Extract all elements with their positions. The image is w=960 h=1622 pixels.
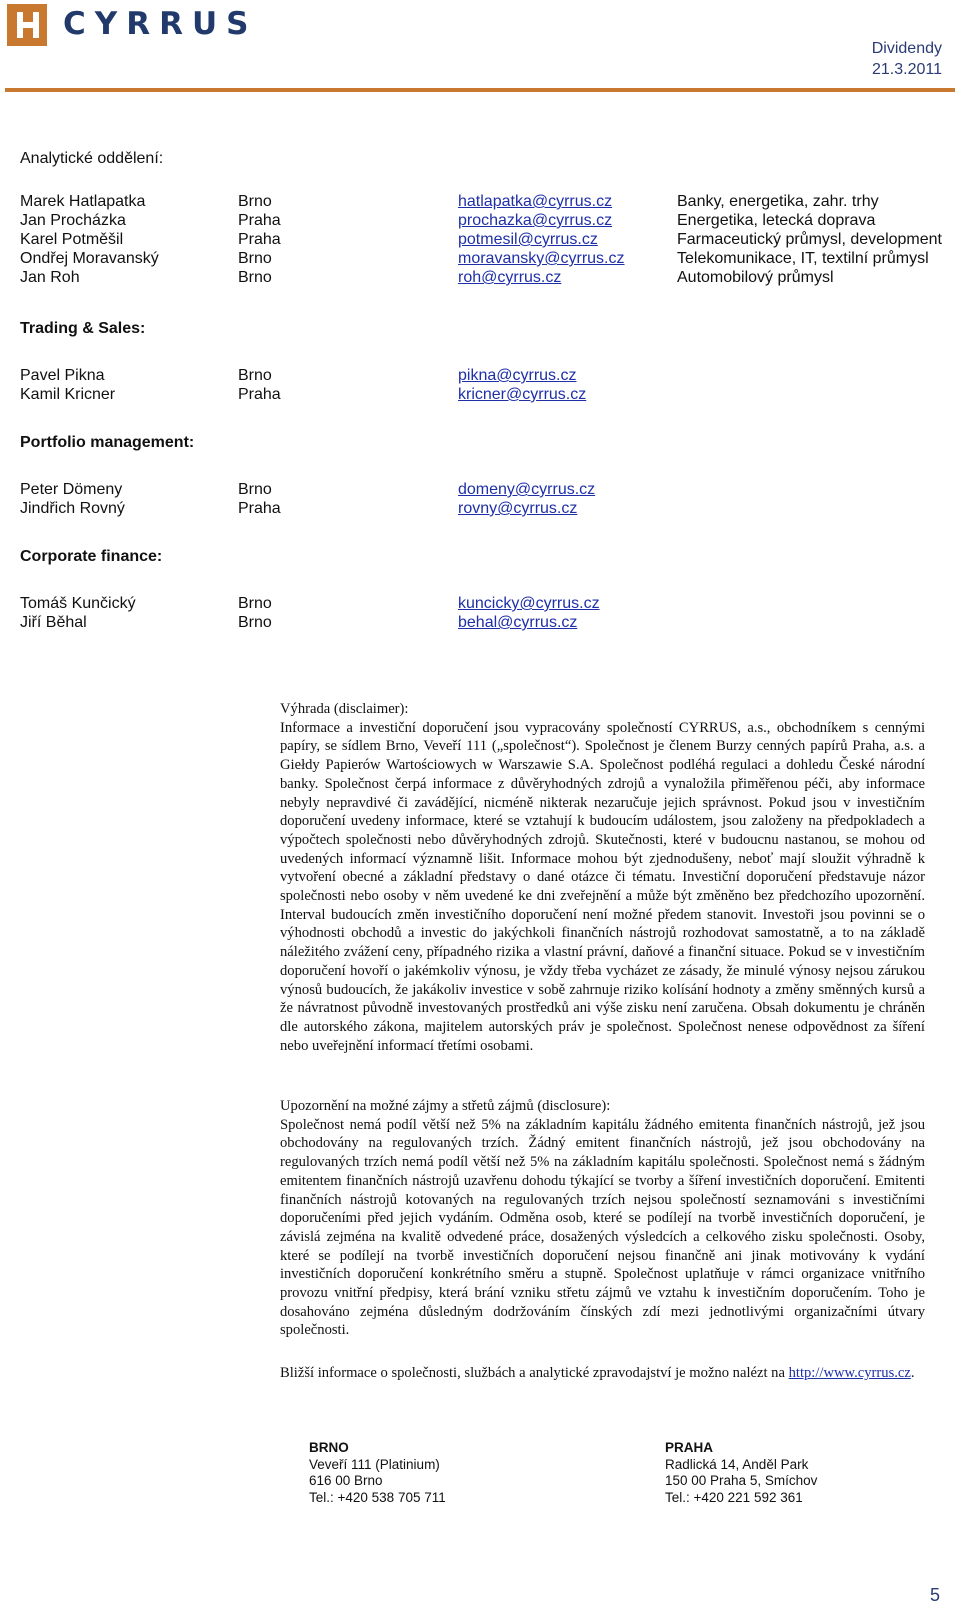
- address-street: Veveří 111 (Platinium): [309, 1456, 440, 1472]
- header-divider: [5, 88, 955, 92]
- address-phone: Tel.: +420 538 705 711: [309, 1489, 446, 1505]
- disclaimer-body: Informace a investiční doporučení jsou vypracovány společností CYRRUS, a.s., obchodníkem s cennými papíry, se sídlem Brno, Veveří 111 („společnost“). Společnost je členem Burzy cenných papírů Praha, a.s. a Giełdy Papierów Wartościowych w Warszawie S.A. Společnost podléhá regulaci a dohledu České národní banky. Společnost čerpá informace z důvěryhodných zdrojů a vynaložila přiměřenou péči, aby informace nebyly nepravdivé či zavádějící, nicméně nikterak nezaručuje jejich správnost. Pokud jsou v investičním doporučení uvedeny informace, které se vztahují k budoucím událostem, jsou založeny na předpokladech a výpočtech společnosti nebo důvěryhodných zdrojů. Skutečnosti, které v budoucnu nastanou, se mohou od uvedených informací významně lišit. Informace mohou být zjednodušeny, neboť mají sloužit výhradně k vytvoření obecné a základní představy o dané otázce či tématu. Investiční doporučení představuje názor společnosti nebo osoby v něm uvedené ke dni zveřejnění a může být změněno bez předchozího upozornění. Interval budoucích změn investičního doporučení není možné předem stanovit. Investoři jsou povinni se o výhodnosti obchodů a investic do jakýchkoli finančních nástrojů rozhodovat samostatně, a to na základě náležitého zvážení ceny, případného rizika a vlastní právní, daňové a finanční situace. Pokud se v investičním doporučení hovoří o jakémkoliv výnosu, je vždy třeba vycházet ze zásady, že minulé výnosy nejsou zárukou výnosů budoucích, že jakákoliv investice v sobě zahrnuje riziko kolísání hodnoty a změny směnných kursů a že návratnost původně investovaných prostředků ani výše zisku není zaručena. Obsah dokumentu je chráněn dle autorského zákona, majitelem autorských práv je společnost. Společnost nenese odpovědnost za šíření nebo uveřejnění informací třetími osobami.: [280, 719, 925, 1054]
- person-sector: Banky, energetika, zahr. trhy: [677, 193, 879, 210]
- contact-row: [20, 192, 950, 211]
- address-postal: 150 00 Praha 5, Smíchov: [665, 1473, 818, 1488]
- person-name: Jan Procházka: [20, 212, 126, 229]
- disclosure-block: [280, 1097, 925, 1340]
- person-email-link[interactable]: potmesil@cyrrus.cz: [458, 231, 598, 248]
- person-name: Jindřich Rovný: [20, 500, 125, 517]
- person-city: Praha: [238, 386, 281, 403]
- more-info-trailing: .: [910, 1365, 915, 1381]
- section-title-corporate: Corporate finance:: [20, 548, 163, 565]
- person-email-link[interactable]: rovny@cyrrus.cz: [458, 500, 578, 517]
- person-email-link[interactable]: domeny@cyrrus.cz: [458, 481, 596, 498]
- report-type: Dividendy: [871, 40, 942, 57]
- person-name: Peter Dömeny: [20, 481, 123, 498]
- person-name: Tomáš Kunčický: [20, 595, 136, 612]
- header-meta: [872, 38, 942, 80]
- contact-row: [20, 480, 950, 499]
- contact-row: [20, 499, 950, 518]
- page-number: 5: [929, 1585, 940, 1605]
- report-date: 21.3.2011: [872, 61, 942, 78]
- contact-row: [20, 613, 950, 632]
- website-link[interactable]: http://www.cyrrus.cz: [788, 1365, 911, 1381]
- contact-row: [20, 366, 950, 385]
- more-info-block: [280, 1364, 925, 1383]
- address-city: PRAHA: [665, 1440, 714, 1455]
- person-name: Kamil Kricner: [20, 386, 116, 403]
- person-email-link[interactable]: kuncicky@cyrrus.cz: [458, 595, 600, 612]
- person-city: Praha: [238, 231, 281, 248]
- person-city: Brno: [238, 269, 272, 286]
- disclosure-heading: Upozornění na možné zájmy a střetů zájmů (disclosure):: [280, 1098, 611, 1114]
- person-name: Jan Roh: [20, 269, 80, 286]
- person-name: Ondřej Moravanský: [20, 250, 159, 267]
- contact-row: [20, 385, 950, 404]
- person-name: Marek Hatlapatka: [20, 193, 146, 210]
- person-email-link[interactable]: behal@cyrrus.cz: [458, 614, 578, 631]
- page-header: [0, 0, 960, 100]
- person-city: Brno: [238, 595, 272, 612]
- contact-row: [20, 230, 950, 249]
- person-city: Brno: [238, 481, 272, 498]
- address-street: Radlická 14, Anděl Park: [665, 1456, 809, 1472]
- contact-row: [20, 268, 950, 287]
- more-info-paragraph: [280, 1364, 925, 1383]
- person-name: Karel Potměšil: [20, 231, 124, 248]
- cyrrus-logo: [7, 4, 258, 52]
- more-info-text: Bližší informace o společnosti, službách a analytické zpravodajství je možno nalézt na: [280, 1365, 785, 1381]
- person-name: Pavel Pikna: [20, 367, 105, 384]
- person-email-link[interactable]: kricner@cyrrus.cz: [458, 386, 587, 403]
- person-email-link[interactable]: hatlapatka@cyrrus.cz: [458, 193, 613, 210]
- person-name: Jiří Běhal: [20, 614, 87, 631]
- person-city: Brno: [238, 193, 272, 210]
- section-title-trading: Trading & Sales:: [20, 320, 146, 337]
- section-title-analysts: Analytické oddělení:: [20, 150, 164, 167]
- person-city: Praha: [238, 212, 281, 229]
- disclaimer-block: [280, 700, 925, 1055]
- person-sector: Farmaceutický průmysl, development: [677, 231, 942, 248]
- address-brno: [309, 1440, 446, 1506]
- person-city: Brno: [238, 250, 272, 267]
- person-email-link[interactable]: roh@cyrrus.cz: [458, 269, 562, 286]
- disclaimer-heading: Výhrada (disclaimer):: [280, 701, 409, 717]
- person-sector: Automobilový průmysl: [677, 269, 834, 286]
- contact-row: [20, 211, 950, 230]
- address-praha: [665, 1440, 817, 1506]
- person-email-link[interactable]: prochazka@cyrrus.cz: [458, 212, 613, 229]
- person-city: Praha: [238, 500, 281, 517]
- person-sector: Telekomunikace, IT, textilní průmysl: [677, 250, 929, 267]
- person-email-link[interactable]: pikna@cyrrus.cz: [458, 367, 577, 384]
- person-sector: Energetika, letecká doprava: [677, 212, 876, 229]
- logo-mark-icon: [7, 4, 47, 46]
- address-postal: 616 00 Brno: [309, 1473, 383, 1488]
- section-title-portfolio: Portfolio management:: [20, 434, 195, 451]
- person-email-link[interactable]: moravansky@cyrrus.cz: [458, 250, 625, 267]
- contact-row: [20, 249, 950, 268]
- disclosure-body: Společnost nemá podíl větší než 5% na základním kapitálu žádného emitenta finančních nástrojů, jež jsou obchodovány na regulovaných trzích. Žádný emitent finančních nástrojů, jež jsou obchodovány na regulovaných trzích nemá podíl větší než 5% na základním kapitálu společnosti. Společnost nemá s žádným emitentem finančních nástrojů uzavřenu dohodu týkající se tvorby a šíření investičních doporučení. Emitenti finančních nástrojů kotovaných na regulovaných trzích nejsou společností seznamováni s investičními doporučeními před jejich vydáním. Odměna osob, které se podílejí na tvorbě investičních doporučení, je závislá zejména na kvalitě odvedené práce, dosažených výsledcích a celkového zisku společnosti. Osoby, které se podílejí na tvorbě investičních doporučení nejsou finančně ani jinak motivovány k vydání investičních doporučení konkrétního směru a stupně. Společnost uplatňuje v rámci organizace vnitřního provozu vnitřní předpisy, která brání vzniku střetu zájmů ve vztahu k investičním doporučením. Toho je dosahováno zejména důsledným dodržováním čínských zdí mezi jednotlivými organizačními útvary společnosti.: [280, 1116, 925, 1339]
- person-city: Brno: [238, 614, 272, 631]
- address-city: BRNO: [309, 1440, 349, 1455]
- address-phone: Tel.: +420 221 592 361: [665, 1489, 803, 1505]
- logo-text: CYRRUS: [63, 6, 258, 42]
- person-city: Brno: [238, 367, 272, 384]
- contact-row: [20, 594, 950, 613]
